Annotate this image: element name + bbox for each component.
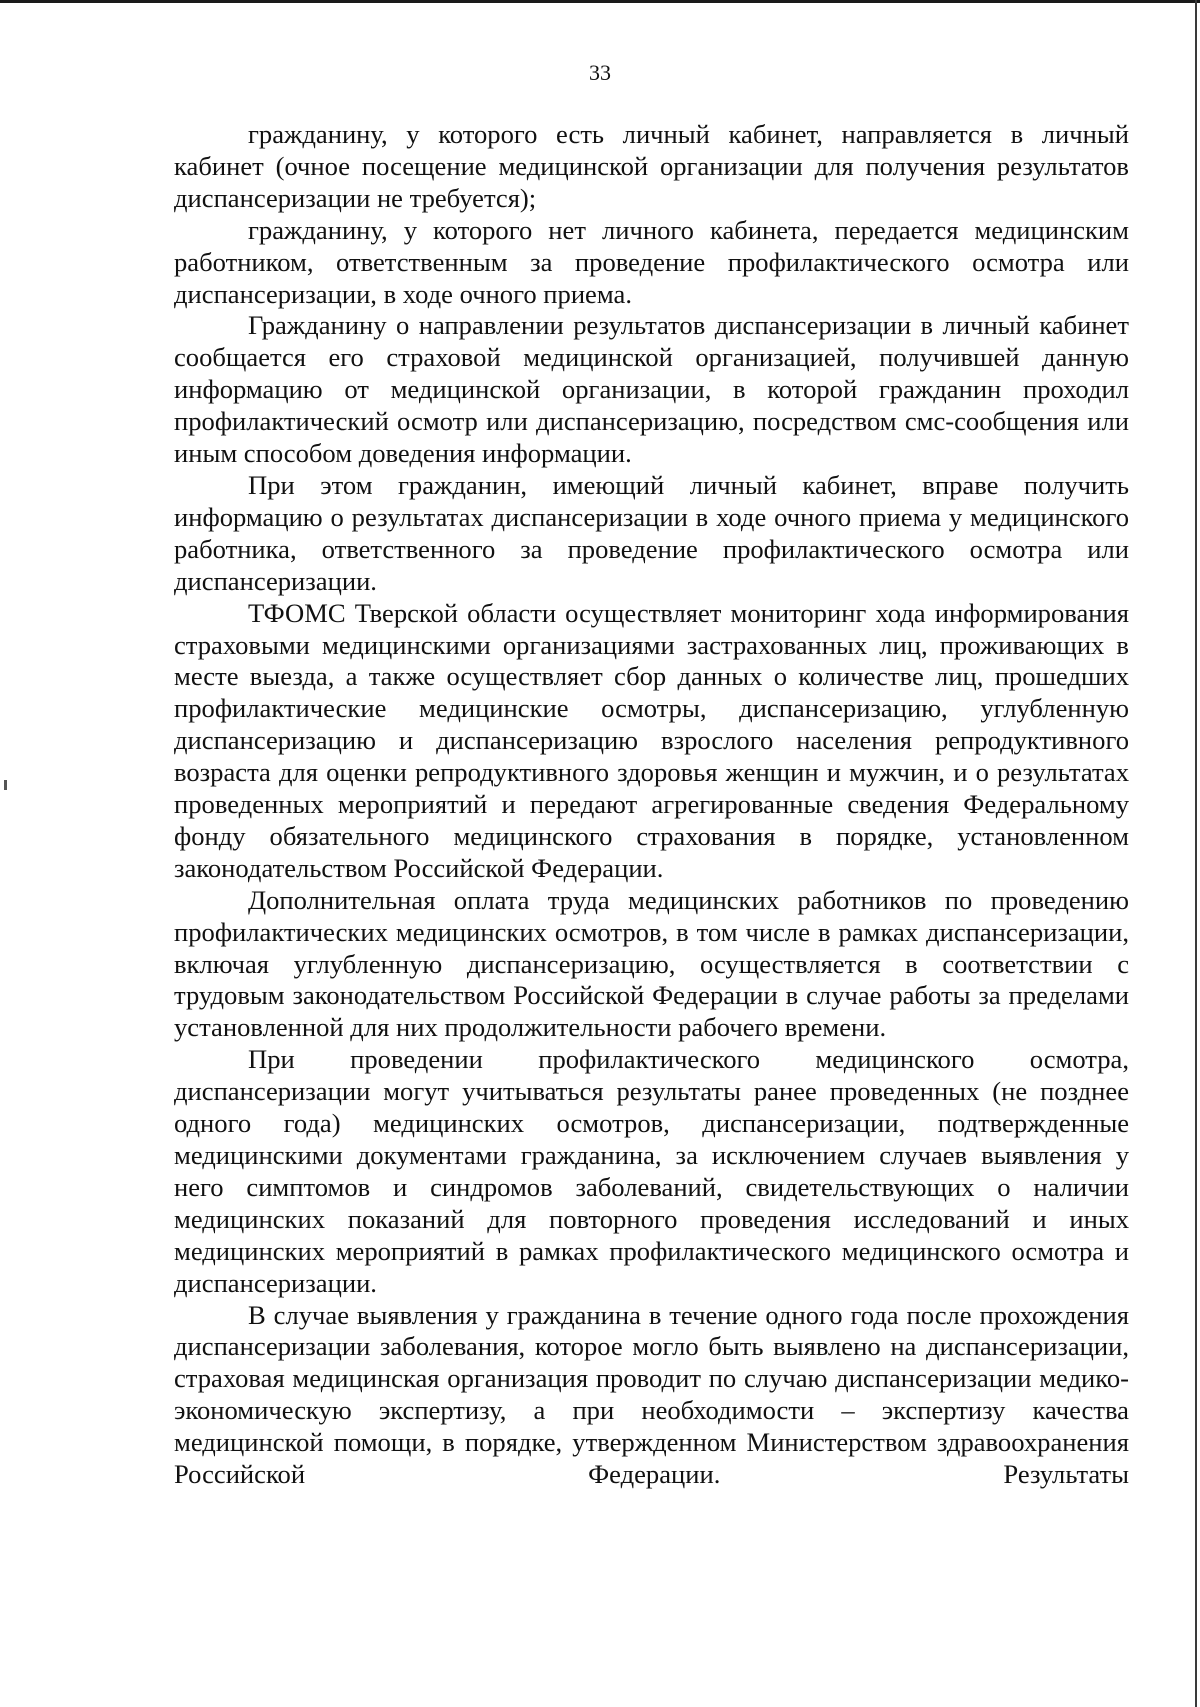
paragraph-in-person-results: При этом гражданин, имеющий личный кабинет, вправе получить информацию о результатах диспансеризации в ходе очного приема у медицинского работника, ответственного за проведение профилактического осмотра или диспансеризации. xyxy=(174,469,1129,596)
scan-right-border xyxy=(1195,0,1197,1707)
page-number: 33 xyxy=(589,60,611,85)
paragraph-tfoms-monitoring: ТФОМС Тверской области осуществляет мониторинг хода информирования страховыми медицинскими организациями застрахованных лиц, проживающих в месте выезда, а также осуществляет сбор данных о количестве лиц, прошедших профилактические медицинские осмотры, диспансеризацию, углубленную диспансеризацию и диспансеризацию взрослого населения репродуктивного возраста для оценки репродуктивного здоровья женщин и мужчин, и о результатах проведенных мероприятий и передают агрегированные сведения Федеральному фонду обязательного медицинского страхования в порядке, установленном законодательством Российской Федерации. xyxy=(174,597,1129,883)
paragraph-notification: Гражданину о направлении результатов диспансеризации в личный кабинет сообщается его страховой медицинской организацией, получившей данную информацию от медицинской организации, в которой гражданин проходил профилактический осмотр или диспансеризацию, посредством смс-сообщения или иным способом доведения информации. xyxy=(174,310,1129,469)
paragraph-personal-cabinet: гражданину, у которого есть личный кабинет, направляется в личный кабинет (очное посещение медицинской организации для получения результатов диспансеризации не требуется); xyxy=(174,119,1129,213)
document-body xyxy=(174,119,1129,1491)
paragraph-no-personal-cabinet: гражданину, у которого нет личного кабинета, передается медицинским работником, ответственным за проведение профилактического осмотра или диспансеризации, в ходе очного приема. xyxy=(174,214,1129,309)
paragraph-previous-results: При проведении профилактического медицинского осмотра, диспансеризации могут учитываться результаты ранее проведенных (не позднее одного года) медицинских осмотров, диспансеризации, подтвержденные медицинскими документами гражданина, за исключением случаев выявления у него симптомов и синдромов заболеваний, свидетельствующих о наличии медицинских показаний для повторного проведения исследований и иных медицинских мероприятий в рамках профилактического медицинского осмотра и диспансеризации. xyxy=(174,1044,1129,1298)
paragraph-additional-payment: Дополнительная оплата труда медицинских работников по проведению профилактических медицинских осмотров, в том числе в рамках диспансеризации, включая углубленную диспансеризацию, осуществляется в соответствии с трудовым законодательством Российской Федерации в случае работы за пределами установленной для них продолжительности рабочего времени. xyxy=(174,884,1129,1043)
scan-margin-mark xyxy=(4,780,7,790)
paragraph-expertise: В случае выявления у гражданина в течение одного года после прохождения диспансеризации заболевания, которое могло быть выявлено на диспансеризации, страховая медицинская организация проводит по случаю диспансеризации медико-экономическую экспертизу, а при необходимости – экспертизу качества медицинской помощи, в порядке, утвержденном Министерством здравоохранения Российской Федерации. Результаты xyxy=(174,1299,1129,1490)
scan-top-border xyxy=(0,0,1200,3)
